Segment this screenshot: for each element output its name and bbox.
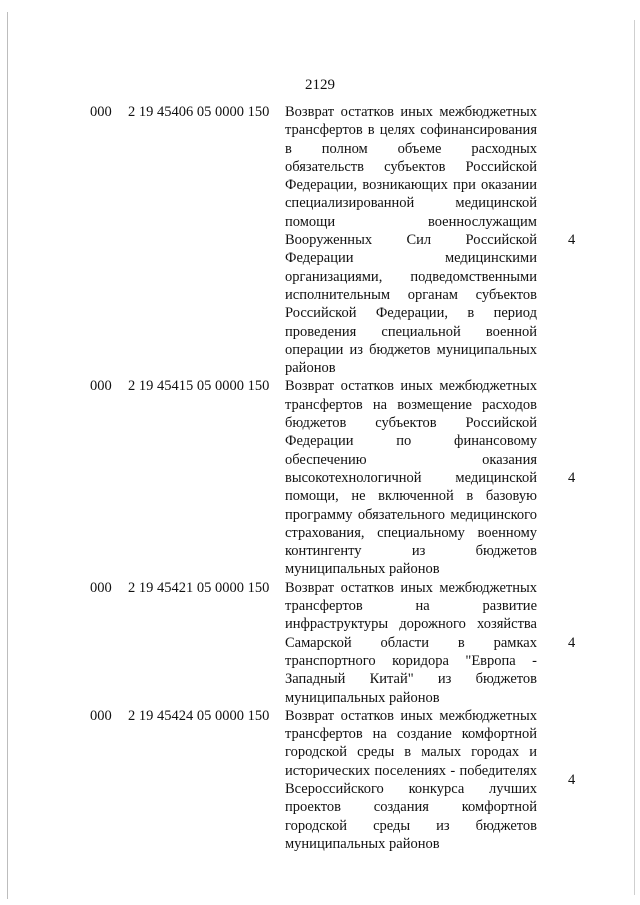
budget-classification-code: 2 19 45421 05 0000 150 [128,579,270,596]
table-row [90,103,590,377]
row-value: 4 [568,469,576,486]
budget-classification-code: 2 19 45424 05 0000 150 [128,707,270,724]
table-row [90,707,590,853]
budget-classification-code: 2 19 45415 05 0000 150 [128,378,270,395]
income-description: Возврат остатков иных межбюджетных трансфертов на создание комфортной городской среды в малых городах и исторических поселениях - победителях Всероссийского конкурса лучших проектов создания комфортной городской среды из бюджетов муниципальных районов [285,707,537,852]
admin-code: 000 [90,378,112,395]
admin-code: 000 [90,579,112,596]
row-value: 4 [568,232,576,249]
row-value: 4 [568,634,576,651]
budget-classification-code: 2 19 45406 05 0000 150 [128,104,270,120]
income-description: Возврат остатков иных межбюджетных трансфертов на развитие инфраструктуры дорожного хозяйства Самарской области в рамках транспортного коридора "Европа - Западный Китай" из бюджетов муниципальных районов [285,579,537,706]
table-row [90,579,590,707]
admin-code: 000 [90,104,112,120]
scan-edge-right [634,20,635,895]
scan-edge-left [7,12,8,899]
income-description: Возврат остатков иных межбюджетных трансфертов в целях софинансирования в полном объеме расходных обязательств субъектов Российской Федерации, возникающих при оказании специализированной медицинской помощи военнослужащим Вооруженных Сил Российской Федерации медицинскими организациями, подведомственными исполнительным органам субъектов Российской Федерации, в период проведения специальной военной операции из бюджетов муниципальных районов [285,104,537,377]
row-value: 4 [568,771,576,788]
income-description: Возврат остатков иных межбюджетных трансфертов на возмещение расходов бюджетов субъектов Российской Федерации по финансовому обеспечению оказания высокотехнологичной медицинской помощи, не включенной в базовую программу обязательного медицинского страхования, специальному военному контингенту из бюджетов муниципальных районов [285,378,537,578]
table-row [90,377,590,578]
admin-code: 000 [90,707,112,724]
budget-code-table [90,103,590,853]
page-number: 2129 [305,77,335,93]
